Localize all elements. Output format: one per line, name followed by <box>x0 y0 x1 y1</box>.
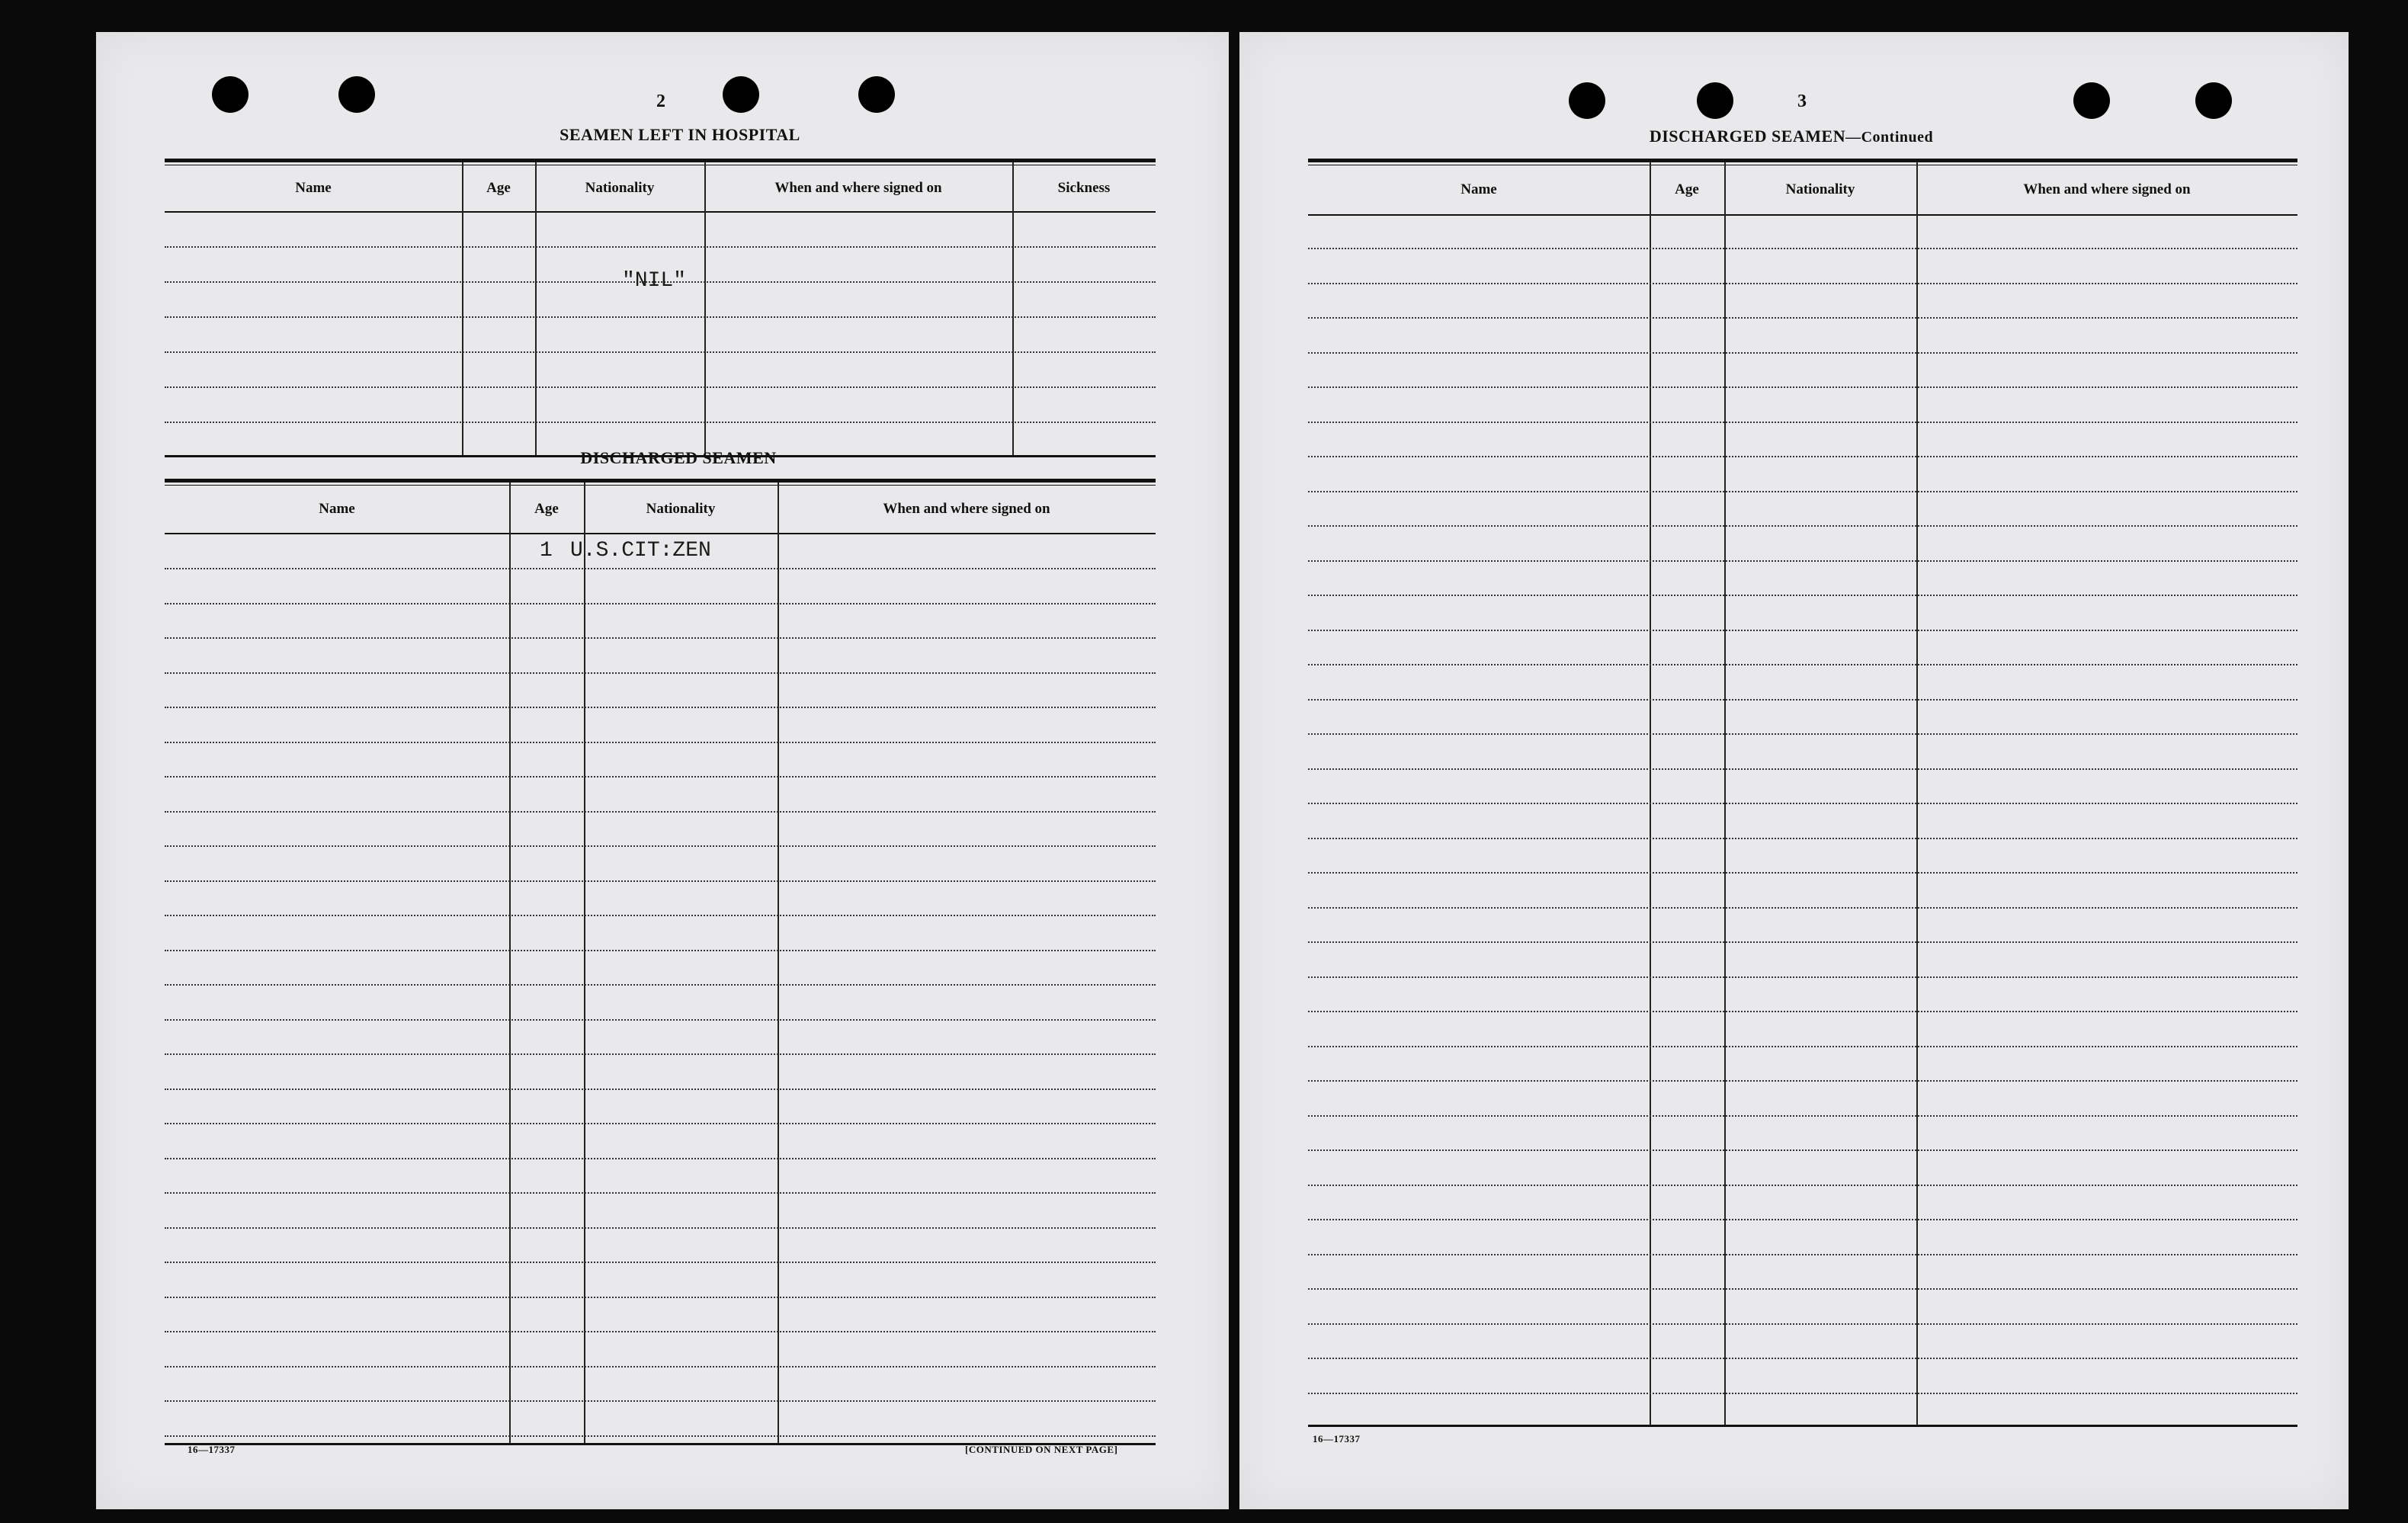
ruled-line <box>1308 595 2297 596</box>
column-header-nationality: Nationality <box>646 501 716 517</box>
ruled-line <box>1308 1149 2297 1151</box>
discharged-continued-title <box>1650 127 1933 146</box>
ruled-line <box>165 1297 1156 1298</box>
ruled-line <box>165 915 1156 916</box>
hospital-section-title: SEAMEN LEFT IN HOSPITAL <box>560 125 800 144</box>
hospital-table-header <box>165 165 1156 213</box>
ruled-line <box>165 1400 1156 1402</box>
ruled-line <box>1308 1254 2297 1255</box>
punch-hole <box>1697 82 1733 119</box>
hospital-nil-entry: "NIL" <box>622 269 687 293</box>
ruled-line <box>165 707 1156 708</box>
ruled-line <box>1308 768 2297 770</box>
ruled-line <box>165 811 1156 813</box>
ruled-line <box>165 1435 1156 1437</box>
ruled-line <box>1308 283 2297 284</box>
punch-hole <box>858 76 895 113</box>
ruled-line <box>165 1331 1156 1332</box>
discharged-section-title: DISCHARGED SEAMEN <box>580 448 777 467</box>
column-header-sickness: Sickness <box>1057 180 1111 196</box>
column-header-age: Age <box>486 180 511 196</box>
form-code: 16—17337 <box>1313 1433 1361 1444</box>
punch-hole <box>1569 82 1605 119</box>
form-code: 16—17337 <box>188 1444 236 1455</box>
ruled-line <box>165 1366 1156 1367</box>
ruled-line <box>1308 1288 2297 1290</box>
column-header-nationality: Nationality <box>1785 181 1855 197</box>
discharged-nationality-entry: U.S.CIT:ZEN <box>570 539 711 563</box>
discharged-continued-header <box>1308 165 2297 216</box>
column-header-name: Name <box>319 501 355 517</box>
ruled-line <box>165 742 1156 743</box>
ruled-line <box>1308 525 2297 527</box>
ruled-line <box>1308 317 2297 319</box>
column-divider <box>778 483 779 1443</box>
ruled-line <box>165 603 1156 604</box>
ruled-line <box>1308 976 2297 978</box>
column-divider <box>509 483 511 1443</box>
ruled-line <box>165 422 1156 423</box>
ruled-line <box>1308 1185 2297 1186</box>
ruled-line <box>1308 456 2297 457</box>
column-header-signed-on: When and where signed on <box>883 501 1050 517</box>
page-number: 3 <box>1797 91 1807 111</box>
ruled-line <box>165 1227 1156 1229</box>
ruled-line <box>1308 1219 2297 1220</box>
left-page <box>96 32 1229 1509</box>
discharged-table <box>165 479 1156 1445</box>
ruled-line <box>1308 352 2297 354</box>
column-divider <box>704 162 706 455</box>
ruled-line <box>165 351 1156 353</box>
column-divider <box>1012 162 1014 455</box>
ruled-line <box>1308 733 2297 735</box>
ruled-line <box>1308 386 2297 388</box>
ruled-line <box>165 672 1156 674</box>
punch-hole <box>2073 82 2110 119</box>
column-divider <box>584 483 585 1443</box>
ruled-line <box>165 316 1156 318</box>
column-divider <box>462 162 463 455</box>
column-header-name: Name <box>295 180 332 196</box>
ruled-line <box>1308 560 2297 562</box>
punch-hole <box>338 76 375 113</box>
discharged-continued-table <box>1308 159 2297 1427</box>
ruled-line <box>165 880 1156 882</box>
punch-hole <box>723 76 759 113</box>
right-page <box>1239 32 2349 1509</box>
ruled-line <box>1308 1358 2297 1359</box>
page-number: 2 <box>656 91 665 111</box>
hospital-table <box>165 159 1156 457</box>
ruled-line <box>1308 422 2297 423</box>
ruled-line <box>1308 1080 2297 1082</box>
ruled-line <box>165 568 1156 569</box>
ruled-line <box>1308 491 2297 492</box>
column-header-age: Age <box>1675 181 1699 197</box>
ruled-line <box>1308 1323 2297 1325</box>
ruled-line <box>1308 1046 2297 1047</box>
ruled-line <box>1308 907 2297 909</box>
ruled-line <box>165 1262 1156 1263</box>
punch-hole <box>212 76 248 113</box>
ruled-line <box>165 1019 1156 1021</box>
column-header-age: Age <box>534 501 559 517</box>
ruled-line <box>1308 699 2297 701</box>
ruled-line <box>1308 1393 2297 1394</box>
column-header-signed-on: When and where signed on <box>774 180 942 196</box>
column-header-nationality: Nationality <box>585 180 655 196</box>
ruled-line <box>165 845 1156 847</box>
ruled-line <box>165 1158 1156 1159</box>
ruled-line <box>1308 1115 2297 1117</box>
ruled-line <box>165 984 1156 986</box>
ruled-line <box>165 950 1156 951</box>
punch-hole <box>2195 82 2232 119</box>
ruled-line <box>165 1053 1156 1055</box>
column-divider <box>535 162 537 455</box>
continued-note: [CONTINUED ON NEXT PAGE] <box>965 1444 1118 1455</box>
ruled-line <box>165 1089 1156 1090</box>
ruled-line <box>1308 803 2297 804</box>
ruled-line <box>165 1123 1156 1124</box>
column-header-name: Name <box>1461 181 1497 197</box>
ruled-line <box>165 637 1156 639</box>
ruled-line <box>1308 664 2297 665</box>
ruled-line <box>1308 1011 2297 1012</box>
discharged-continued-title-suffix: —Continued <box>1845 129 1934 146</box>
discharged-age-entry: 1 <box>540 539 553 563</box>
ruled-line <box>165 386 1156 388</box>
ruled-line <box>165 776 1156 778</box>
column-header-signed-on: When and where signed on <box>2023 181 2191 197</box>
ruled-line <box>1308 941 2297 943</box>
ruled-line <box>165 246 1156 248</box>
discharged-continued-title-main: DISCHARGED SEAMEN <box>1649 127 1846 146</box>
ruled-line <box>165 1192 1156 1194</box>
ruled-line <box>1308 248 2297 249</box>
ruled-line <box>1308 872 2297 874</box>
ruled-line <box>1308 630 2297 631</box>
discharged-table-header <box>165 485 1156 534</box>
ruled-line <box>1308 838 2297 839</box>
